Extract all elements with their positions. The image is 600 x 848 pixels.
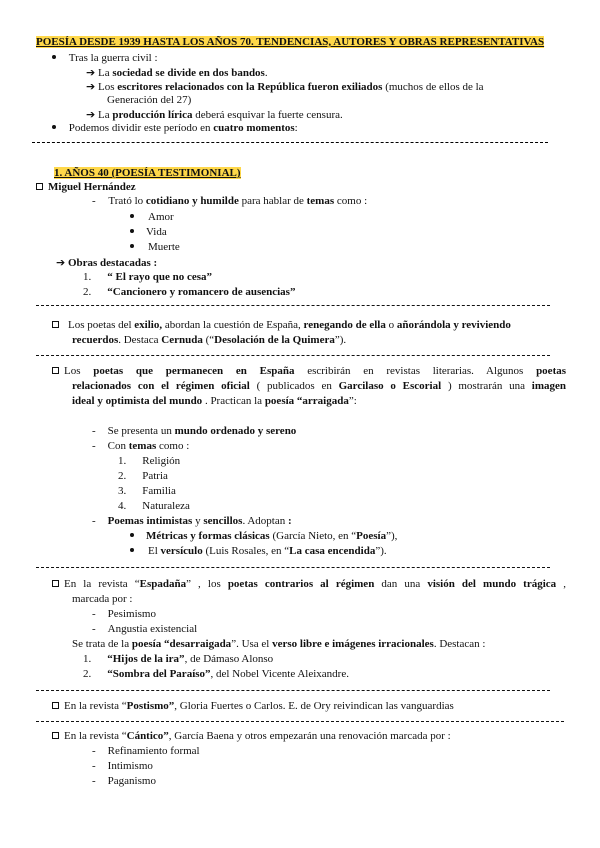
arrow-right-icon: ➔ — [86, 108, 96, 121]
bullet-dot-icon — [130, 229, 134, 233]
paragraph-espana-2: relacionados con el régimen oficial ( publicados en Garcilaso o Escorial ) mostrarán una imagen — [72, 380, 567, 392]
tema-item: 1. Religión — [118, 455, 181, 467]
bullet-dot-icon — [130, 244, 134, 248]
tema-item: 4. Naturaleza — [118, 500, 190, 512]
tema-item: 3. Familia — [118, 485, 176, 497]
paragraph-postismo: En la revista “Postismo”, Gloria Fuertes o Carlos. E. de Ory reivindican las vanguardias — [52, 700, 454, 713]
divider — [36, 567, 550, 568]
bullet-dot-icon — [52, 55, 56, 59]
page-title: POESÍA DESDE 1939 HASTA LOS AÑOS 70. TENDENCIAS, AUTORES Y OBRAS REPRESENTATIVAS — [36, 36, 545, 48]
dash-item: - Se presenta un mundo ordenado y sereno — [92, 425, 297, 437]
paragraph-espadana-2: marcada por : — [72, 593, 133, 605]
bullet-dot-icon — [130, 214, 134, 218]
intro-arrow-3: ➔ La producción lírica deberá esquivar la fuerte censura. — [86, 108, 343, 121]
intro-arrow-2: ➔ Los escritores relacionados con la República fueron exiliados (muchos de ellos de la — [86, 80, 484, 93]
intro-bullet-1: Tras la guerra civil : — [52, 52, 158, 65]
tema-item: 2. Patria — [118, 470, 168, 482]
paragraph-espadana: En la revista “Espadaña” , los poetas contrarios al régimen dan una visión del mundo trágica , — [52, 578, 566, 591]
divider — [36, 690, 550, 691]
dash-item: - Angustia existencial — [92, 623, 198, 635]
arrow-right-icon: ➔ — [86, 80, 96, 93]
paragraph-exilio: Los poetas del exilio, abordan la cuestión de España, renegando de ella o añorándola y reviviendo — [52, 319, 511, 332]
dash-item: - Con temas como : — [92, 440, 190, 452]
dash-item: - Pesimismo — [92, 608, 156, 620]
checkbox-bullet-icon — [52, 732, 59, 739]
paragraph-cantico: En la revista “Cántico”, García Baena y otros empezarán una renovación marcada por : — [52, 730, 451, 743]
arrow-right-icon: ➔ — [56, 256, 66, 269]
dash-item: - Paganismo — [92, 775, 156, 787]
checkbox-bullet-icon — [52, 367, 59, 374]
metric-item: El versículo (Luis Rosales, en “La casa encendida”). — [130, 545, 387, 558]
theme-item: Vida — [130, 226, 167, 239]
dash-item: - Poemas intimistas y sencillos. Adoptan : — [92, 515, 292, 527]
checkbox-bullet-icon — [52, 580, 59, 587]
checkbox-bullet-icon — [52, 321, 59, 328]
checkbox-bullet-icon — [52, 702, 59, 709]
author-item: Miguel Hernández — [36, 181, 136, 194]
obra-item: 1. “ El rayo que no cesa” — [83, 271, 213, 283]
paragraph-espana-3: ideal y optimista del mundo . Practican la poesía “arraigada”: — [72, 395, 357, 407]
dash-item: - Refinamiento formal — [92, 745, 200, 757]
metric-item: Métricas y formas clásicas (García Nieto, en “Poesía”), — [130, 530, 397, 543]
section-heading-1: 1. AÑOS 40 (POESÍA TESTIMONIAL) — [54, 167, 241, 179]
paragraph-espana-1: Los poetas que permanecen en España escribirán en revistas literarias. Algunos poetas — [52, 365, 566, 378]
theme-item: Muerte — [130, 241, 180, 254]
bullet-dot-icon — [52, 125, 56, 129]
divider — [32, 142, 548, 143]
bullet-dot-icon — [130, 548, 134, 552]
divider — [36, 355, 550, 356]
checkbox-bullet-icon — [36, 183, 43, 190]
obra-item: 2. “Sombra del Paraíso”, del Nobel Vicente Aleixandre. — [83, 668, 349, 680]
arrow-right-icon: ➔ — [86, 66, 96, 79]
intro-arrow-2-cont: Generación del 27) — [107, 94, 192, 106]
paragraph-espadana-3: Se trata de la poesía “desarraigada”. Usa el verso libre e imágenes irracionales. Destacan : — [72, 638, 486, 650]
dash-item: - Intimismo — [92, 760, 153, 772]
obras-label: ➔ Obras destacadas : — [56, 256, 158, 269]
obra-item: 2. “Cancionero y romancero de ausencias” — [83, 286, 296, 298]
divider — [36, 305, 550, 306]
author-dash: - Trató lo cotidiano y humilde para hablar de temas como : — [92, 195, 368, 207]
bullet-dot-icon — [130, 533, 134, 537]
paragraph-exilio-2: recuerdos. Destaca Cernuda (“Desolación de la Quimera”). — [72, 334, 347, 346]
theme-item: Amor — [130, 211, 174, 224]
intro-arrow-1: ➔ La sociedad se divide en dos bandos. — [86, 66, 268, 79]
obra-item: 1. “Hijos de la ira”, de Dámaso Alonso — [83, 653, 274, 665]
divider — [36, 721, 564, 722]
intro-bullet-2: Podemos dividir este período en cuatro momentos: — [52, 122, 298, 135]
